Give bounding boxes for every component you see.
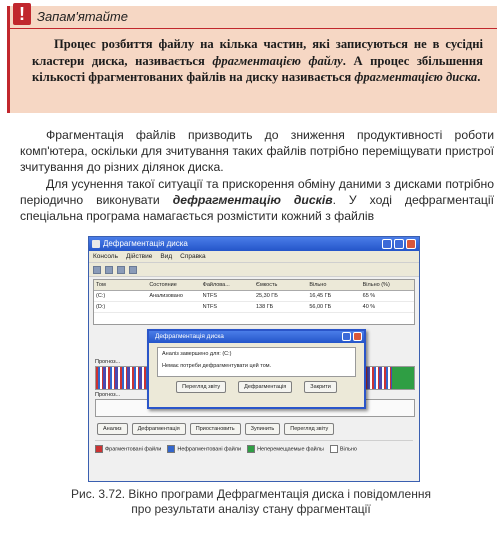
swatch-white — [330, 445, 338, 453]
forward-icon[interactable] — [105, 266, 113, 274]
close-icon[interactable] — [353, 332, 362, 341]
stop-button[interactable]: Зупинить — [245, 423, 281, 435]
cell: NTFS — [202, 293, 218, 299]
menu-view[interactable]: Вид — [160, 253, 173, 260]
legend-label: Вільно — [339, 446, 357, 453]
window-titlebar — [89, 237, 419, 251]
remember-header — [10, 6, 497, 29]
dialog-controls — [342, 332, 362, 341]
toolbar — [89, 263, 419, 277]
dialog-line-1: Аналіз завершено для: (C:) — [162, 351, 232, 357]
dialog-buttons — [149, 381, 364, 393]
cell: 40 % — [362, 304, 376, 310]
term-file-fragmentation: фрагментацією файлу — [212, 53, 343, 68]
remember-text — [10, 29, 497, 86]
window-controls — [382, 239, 416, 249]
unmovable-area — [392, 367, 414, 389]
cell: NTFS — [202, 304, 218, 310]
paragraph-2-text-b: . У ході дефрагментації спеціальна програма намагається розмістити кожний з файлів — [20, 192, 494, 223]
menu-console[interactable]: Консоль — [93, 253, 118, 260]
pause-button[interactable]: Приостановить — [190, 423, 241, 435]
legend-unmovable — [247, 445, 324, 453]
exclamation-icon: ! — [13, 3, 31, 25]
volume-table — [93, 279, 415, 325]
cell: (D:) — [96, 304, 106, 310]
cell: 16,45 ГБ — [309, 293, 332, 299]
band-label-defrag: Прогноз... — [95, 392, 121, 398]
legend-contiguous — [167, 445, 241, 453]
dialog-view-report-button[interactable]: Перегляд звіту — [176, 381, 226, 393]
legend-fragmented — [95, 445, 161, 453]
col-free[interactable]: Вільно — [309, 282, 327, 288]
close-icon[interactable] — [406, 239, 416, 249]
swatch-red — [95, 445, 103, 453]
cell: 65 % — [362, 293, 376, 299]
paragraph-2-text-a: Для усунення такої ситуації та прискорення обміну даними з дисками потрібно періодично виконувати — [20, 177, 494, 207]
window-title: Дефрагментація диска — [103, 239, 188, 248]
col-filesystem[interactable]: Файлова... — [202, 282, 230, 288]
legend-label: Нефрагментовані файли — [177, 446, 242, 453]
view-report-button[interactable]: Перегляд звіту — [284, 423, 334, 435]
col-free-percent[interactable]: Вільно (%) — [362, 282, 390, 288]
dialog-close-button[interactable]: Закрити — [304, 381, 337, 393]
app-icon — [92, 240, 100, 248]
menu-help[interactable]: Справка — [180, 253, 206, 260]
maximize-icon[interactable] — [394, 239, 404, 249]
cell: 56,00 ГБ — [309, 304, 332, 310]
help-icon[interactable] — [342, 332, 351, 341]
figure-caption: Рис. 3.72. Вікно програми Дефрагментація диска і повідомлення про результати аналізу стану фрагментації — [71, 487, 431, 516]
remember-text-a: Процес розбиття файлу на кілька частин, які записуються не в сусідні кластери диска, називається — [32, 37, 483, 68]
legend-label: Фрагментовані файли — [105, 446, 162, 453]
defragment-button[interactable]: Дефрагментація — [132, 423, 186, 435]
back-icon[interactable] — [93, 266, 101, 274]
remember-title: Запам'ятайте — [37, 9, 128, 24]
dialog-line-2: Немає потреби дефрагментувати цей том. — [162, 363, 272, 369]
dialog-title: Дефрагментація диска — [155, 333, 224, 340]
swatch-blue — [167, 445, 175, 453]
menu-bar — [89, 251, 419, 263]
menu-action[interactable]: Дійствие — [125, 253, 153, 260]
band-label-analysis: Прогноз... — [95, 359, 121, 365]
col-volume[interactable]: Том — [96, 282, 106, 288]
table-row[interactable] — [94, 302, 414, 313]
action-buttons — [97, 423, 411, 435]
remember-text-c: . — [477, 70, 481, 84]
term-disk-fragmentation: фрагментацією диска — [354, 70, 478, 84]
grid-icon[interactable] — [117, 266, 125, 274]
minimize-icon[interactable] — [382, 239, 392, 249]
legend — [95, 440, 413, 453]
table-header — [94, 280, 414, 291]
legend-label: Неперемещаемые файлы — [257, 446, 324, 453]
analyze-button[interactable]: Анализ — [97, 423, 128, 435]
cell: Анализовано — [149, 293, 183, 299]
cell: 138 ГБ — [255, 304, 274, 310]
dialog-message — [157, 347, 356, 377]
dialog-titlebar — [149, 331, 364, 343]
defrag-window-screenshot — [88, 236, 420, 482]
remember-text-b: . А процес збільшення кількості фрагментованих файлів на диску називається — [32, 53, 484, 84]
term-defragmentation: дефрагментацію дисків — [172, 192, 333, 207]
legend-free — [330, 445, 357, 453]
dialog-defragment-button[interactable]: Дефрагментація — [238, 381, 292, 393]
analysis-dialog — [147, 329, 366, 409]
remember-box — [7, 6, 497, 113]
properties-icon[interactable] — [129, 266, 137, 274]
table-row[interactable] — [94, 291, 414, 302]
col-status[interactable]: Состояние — [149, 282, 177, 288]
col-capacity[interactable]: Ємкость — [255, 282, 278, 288]
cell — [147, 302, 200, 312]
paragraph-1: Фрагментація файлів призводить до зниження продуктивності роботи комп'ютера, оскільки для зчитування таких файлів потрібно переміщувати пристрої зчитування до різних ділянок диска. — [20, 128, 494, 174]
cell: (C:) — [96, 293, 106, 299]
paragraph-2 — [20, 177, 494, 224]
cell: 25,30 ГБ — [255, 293, 278, 299]
swatch-green — [247, 445, 255, 453]
